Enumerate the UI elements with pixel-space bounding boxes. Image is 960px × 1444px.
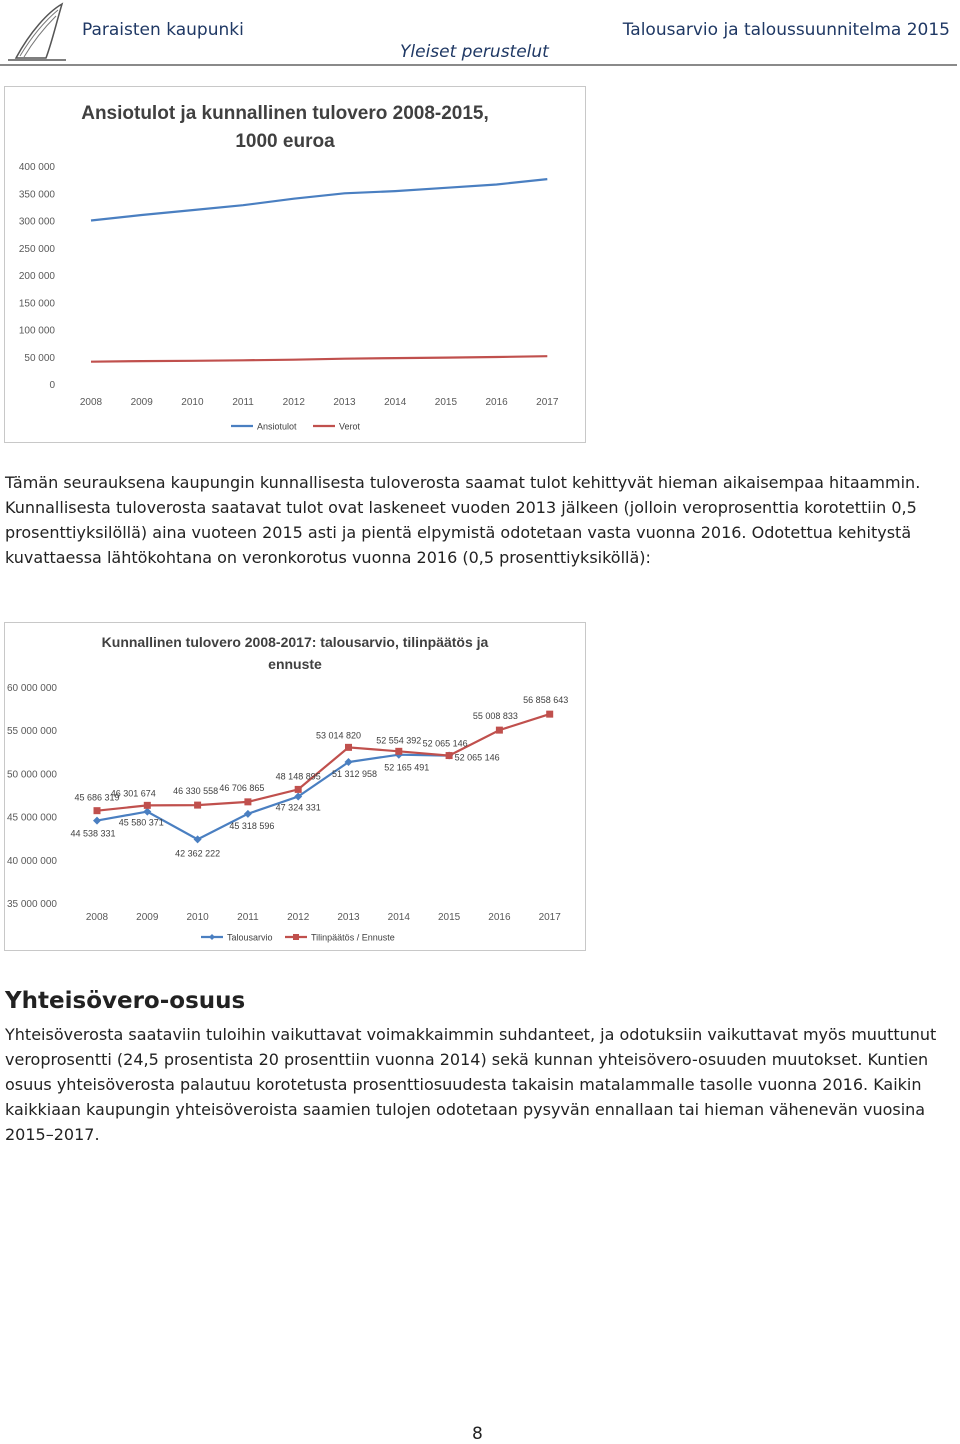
data-point xyxy=(194,802,201,809)
x-tick-label: 2008 xyxy=(85,912,109,923)
data-point xyxy=(244,798,251,805)
chart-title: Ansiotulot ja kunnallinen tulovero 2008-2015, xyxy=(81,103,489,124)
y-tick-label: 250 000 xyxy=(18,243,55,255)
data-point xyxy=(244,810,252,818)
data-point xyxy=(345,744,352,751)
x-tick-label: 2015 xyxy=(437,912,461,923)
data-label: 52 065 146 xyxy=(454,752,500,763)
income-tax-chart-svg xyxy=(5,87,587,444)
x-tick-label: 2010 xyxy=(181,397,204,408)
y-tick-label: 300 000 xyxy=(18,216,55,228)
data-label: 45 580 371 xyxy=(118,817,164,828)
data-point xyxy=(546,711,553,718)
data-point xyxy=(94,807,101,814)
x-tick-label: 2017 xyxy=(536,397,559,408)
header-divider xyxy=(0,64,957,66)
x-tick-label: 2011 xyxy=(237,912,259,923)
y-tick-label: 150 000 xyxy=(18,298,55,310)
y-tick-label: 350 000 xyxy=(18,189,55,201)
legend-label: Verot xyxy=(339,421,361,432)
x-tick-label: 2009 xyxy=(130,397,153,408)
y-tick-label: 55 000 000 xyxy=(6,726,57,738)
y-tick-label: 40 000 000 xyxy=(6,855,57,867)
x-tick-label: 2012 xyxy=(282,397,305,408)
sailboat-logo-icon xyxy=(6,2,68,64)
data-point xyxy=(93,817,101,825)
section-heading: Yhteisövero-osuus xyxy=(5,988,246,1014)
organization-name: Paraisten kaupunki xyxy=(82,20,244,40)
data-point xyxy=(496,727,503,734)
municipal-tax-forecast-chart xyxy=(4,622,586,951)
data-label: 52 065 146 xyxy=(422,738,468,749)
y-tick-label: 200 000 xyxy=(18,271,55,282)
data-label: 45 686 319 xyxy=(74,792,120,803)
x-tick-label: 2013 xyxy=(337,912,360,923)
y-tick-label: 400 000 xyxy=(18,162,55,173)
y-tick-label: 50 000 000 xyxy=(6,769,57,781)
data-label: 42 362 222 xyxy=(175,848,221,859)
x-tick-label: 2014 xyxy=(387,912,410,923)
income-tax-chart xyxy=(4,86,586,443)
series-line-2 xyxy=(91,356,547,362)
chart-title: 1000 euroa xyxy=(235,131,335,152)
section-title: Yleiset perustelut xyxy=(400,42,549,62)
municipal-tax-forecast-chart-svg xyxy=(5,623,587,952)
y-tick-label: 100 000 xyxy=(18,325,55,337)
chart-title: ennuste xyxy=(268,656,322,672)
x-tick-label: 2010 xyxy=(186,912,209,923)
data-label: 55 008 833 xyxy=(472,711,518,722)
series-line-1 xyxy=(91,179,547,220)
data-label: 45 318 596 xyxy=(229,820,275,831)
y-tick-label: 50 000 xyxy=(24,352,55,364)
data-point xyxy=(295,786,302,793)
data-label: 44 538 331 xyxy=(70,828,116,839)
page-number: 8 xyxy=(472,1424,483,1444)
x-tick-label: 2015 xyxy=(434,397,458,408)
data-point xyxy=(446,752,453,759)
paragraph-corporate-tax: Yhteisöverosta saataviin tuloihin vaikuttavat voimakkaimmin suhdanteet, ja odotuksiin vaikuttavat myös muuttunut veroprosentti (24,5 prosentista 20 prosenttiin vuonna 2014) sekä kunnan yhteisövero-osuuden muutokset. Kuntien osuus yhteisöverosta palautuu korotetusta prosenttiosuudesta takaisin matalammalle tasolle vuonna 2016. Kaikin kaikkiaan kaupungin yhteisöveroista saamien tulojen odotetaan pysyvän ennallaan tai hieman vähenevän vuosina 2015–2017. xyxy=(5,1025,937,1144)
paragraph-income-tax: Tämän seurauksena kaupungin kunnallisesta tuloverosta saamat tulot kehittyvät hieman aikaisempaa hitaammin. Kunnallisesta tuloverosta saatavat tulot ovat laskeneet vuoden 2013 jälkeen (jolloin veroprosenttia korotettiin 0,5 prosenttiyksilöllä) aina vuoteen 2015 asti ja pientä elpymistä odotetaan vasta vuonna 2016. Odotettua kehitystä kuvattaessa lähtökohtana on veronkorotus vuonna 2016 (0,5 prosenttiyksiköllä): xyxy=(5,473,921,567)
y-tick-label: 45 000 000 xyxy=(6,812,57,824)
legend-marker xyxy=(293,934,299,940)
data-point xyxy=(194,835,202,843)
data-label: 53 014 820 xyxy=(315,730,362,741)
x-tick-label: 2014 xyxy=(384,397,407,408)
legend-marker xyxy=(209,934,215,940)
page-header xyxy=(0,0,960,68)
legend-label: Tilinpäätös / Ennuste xyxy=(311,932,395,943)
data-label: 51 312 958 xyxy=(331,769,378,780)
data-label: 47 324 331 xyxy=(275,802,321,813)
x-tick-label: 2009 xyxy=(136,912,159,923)
x-tick-label: 2016 xyxy=(488,912,511,923)
x-tick-label: 2013 xyxy=(333,397,356,408)
x-tick-label: 2012 xyxy=(287,912,310,923)
data-label: 56 858 643 xyxy=(523,695,569,706)
x-tick-label: 2008 xyxy=(79,397,103,408)
data-label: 52 165 491 xyxy=(384,762,430,773)
data-label: 52 554 392 xyxy=(376,735,422,746)
data-label: 46 706 865 xyxy=(219,782,265,793)
data-label: 46 301 674 xyxy=(110,788,156,799)
legend-label: Talousarvio xyxy=(227,932,273,943)
x-tick-label: 2011 xyxy=(232,397,254,408)
legend-label: Ansiotulot xyxy=(257,421,297,432)
data-point xyxy=(144,802,151,809)
data-label: 48 148 895 xyxy=(275,771,321,782)
data-point xyxy=(395,748,402,755)
x-tick-label: 2017 xyxy=(538,912,561,923)
x-tick-label: 2016 xyxy=(485,397,508,408)
y-tick-label: 60 000 000 xyxy=(6,683,57,694)
chart-title: Kunnallinen tulovero 2008-2017: talousarvio, tilinpäätös ja xyxy=(101,634,489,650)
document-title: Talousarvio ja taloussuunnitelma 2015 xyxy=(622,20,950,40)
y-tick-label: 0 xyxy=(49,380,55,391)
data-label: 46 330 558 xyxy=(173,786,219,797)
y-tick-label: 35 000 000 xyxy=(6,899,57,910)
